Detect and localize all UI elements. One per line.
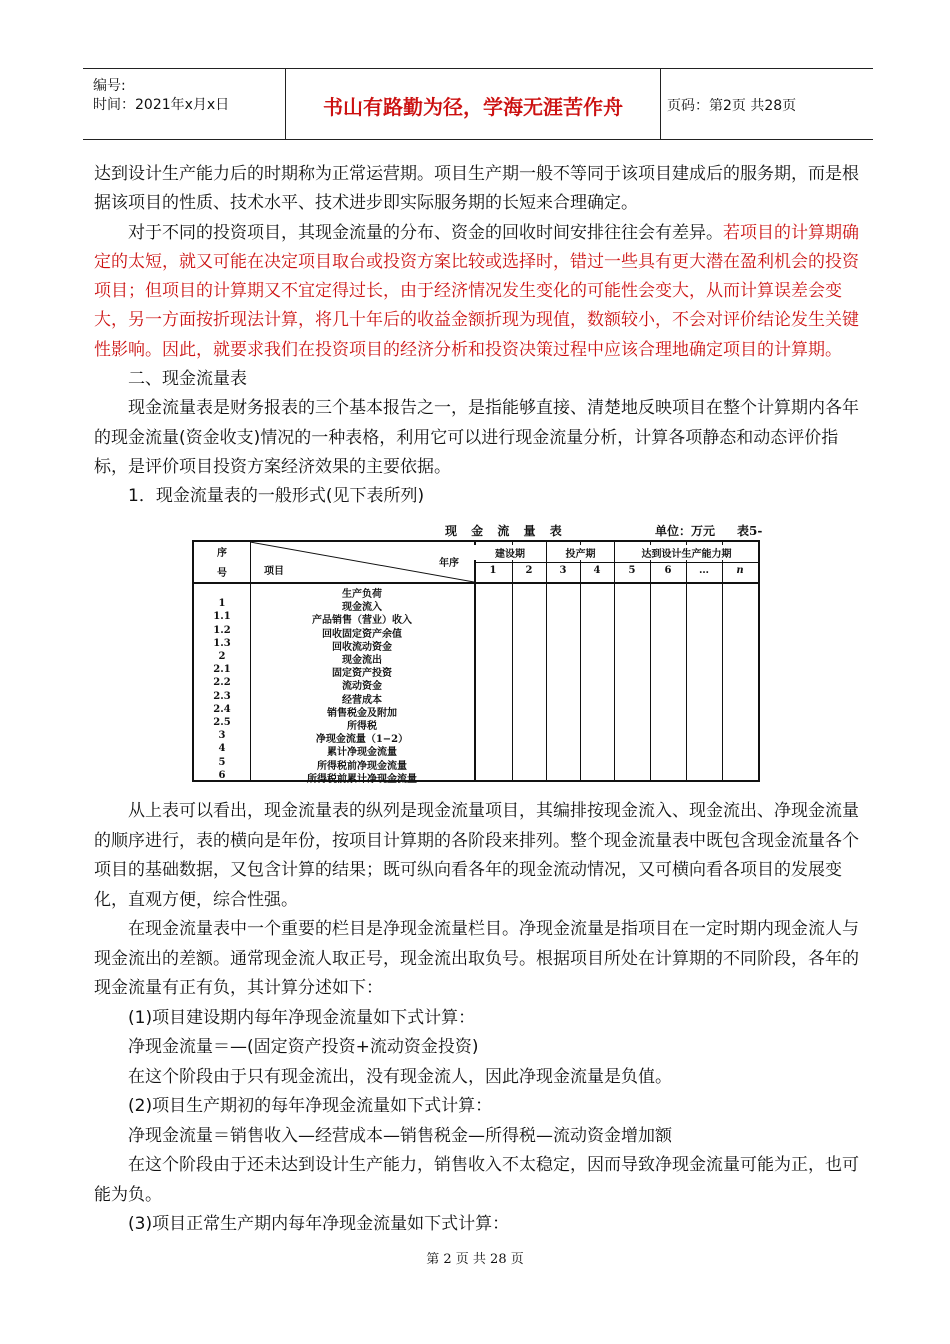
seq-header-bottom: 号 [217,568,227,579]
year-column-header: 1 [489,565,497,576]
table-row-item: 回收固定资产余值 [322,628,402,640]
cash-flow-table [192,540,760,785]
table-row-item: 现金流出 [342,655,382,666]
paragraph: 达到设计生产能力后的时期称为正常运营期。项目生产期一般不等同于该项目建成后的服务期，而是根据该项目的性质、技术水平、技术进步即实际服务期的长短来合理确定。 [94,164,859,214]
paragraph: 在这个阶段由于只有现金流出，没有现金流人，因此净现金流量是负值。 [128,1066,672,1087]
phase-construction: 建设期 [474,545,546,560]
table-row-number: 4 [218,743,226,755]
paragraph: 在现金流量表中一个重要的栏目是净现金流量栏目。净现金流量是指项目在一定时期内现金流人与现金流出的差额。通常现金流人取正号，现金流出取负号。根据项目所处在计算期的不同阶段，各年的现金流量有正有负，其计算分述如下： [94,919,859,998]
year-header: 年序 [439,558,459,569]
table-row-number: 2.5 [213,717,231,728]
header-motto-cell [286,69,661,139]
table-row-item: 销售税金及附加 [327,707,397,719]
table-unit: 单位：万元 [655,524,716,538]
page-header [83,68,873,140]
table-caption: 现 金 流 量 表 [445,524,567,538]
year-column-header: … [699,565,709,576]
table-row-number: 2 [218,651,226,662]
year-column-header: 5 [628,565,636,576]
highlighted-text: 若项目的计算期确定的太短，就又可能在决定项目取台或投资方案比较或选择时，错过一些具有更大潜在盈利机会的投资项目；但项目的计算期又不宜定得过长，由于经济情况发生变化的可能性会变大，从而计算误差会变大，另一方面按折现法计算，将几十年后的收益金额折现为现值，数额较小，不会对评价结论发生关键性影响。因此，就要求我们在投资项目的经济分析和投资决策过程中应该合理地确定项目的计算期。 [94,222,859,360]
section-heading: 二、现金流量表 [128,369,247,390]
table-row-number: 2.1 [213,664,231,676]
table-row-item: 现金流入 [342,602,382,614]
table-row-number: 1 [218,598,226,610]
table-number: 表5- [737,524,763,538]
phase-full-capacity: 达到设计生产能力期 [615,545,758,560]
year-column-header: 3 [559,565,567,576]
year-column-header: 4 [593,565,601,576]
table-row-item: 净现金流量（1−2） [315,734,409,746]
paragraph: 现金流量表是财务报表的三个基本报告之一，是指能够直接、清楚地反映项目在整个计算期内各年的现金流量(资金收支)情况的一种表格，利用它可以进行现金流量分析，计算各项静态和动态评价指标，是评价项目投资方案经济效果的主要依据。 [94,398,859,477]
table-row-item: 经营成本 [342,694,382,706]
year-column-header: n [736,565,744,576]
body-text-upper [94,160,872,512]
phase-production-start: 投产期 [547,545,614,560]
item-header: 项目 [264,566,284,577]
formula-heading: (1)项目建设期内每年净现金流量如下式计算： [128,1007,476,1028]
header-meta-cell [83,69,286,139]
table-row-number: 2.2 [213,677,231,689]
header-motto: 书山有路勤为径，学海无涯苦作舟 [323,95,623,119]
formula: 净现金流量＝销售收入—经营成本—销售税金—所得税—流动资金增加额 [128,1125,672,1146]
year-column-header: 2 [525,565,533,576]
table-row-item: 固定资产投资 [332,668,392,680]
table-row-number: 2.3 [213,690,231,702]
header-page-number: 页码：第2页 共28页 [667,98,797,114]
header-page-cell [661,69,873,139]
table-row-item: 回收流动资金 [332,641,392,653]
table-row-item: 流动资金 [342,681,382,693]
page-footer: 第 2 页 共 28 页 [426,1252,524,1267]
table-row-number: 1.2 [213,624,231,636]
table-row-item: 所得税前净现金流量 [317,760,407,772]
document-number-label: 编号: [93,78,126,94]
table-row-item: 所得税前累计净现金流量 [307,773,417,785]
year-column-header: 6 [664,565,672,576]
seq-header-top: 序 [217,548,227,559]
body-text-lower [94,797,872,1240]
paragraph-text: 对于不同的投资项目，其现金流量的分布、资金的回收时间安排往往会有差异。 [128,222,723,243]
table-row-number: 5 [218,756,226,768]
paragraph: 从上表可以看出，现金流量表的纵列是现金流量项目，其编排按现金流入、现金流出、净现金流量的顺序进行，表的横向是年份，按项目计算期的各阶段来排列。整个现金流量表中既包含现金流量各个项目的基础数据，又包含计算的结果；既可纵向看各年的现金流动情况，又可横向看各项目的发展变化，直观方便，综合性强。 [94,801,859,910]
table-row-item: 产品销售（营业）收入 [312,615,412,627]
document-time-label: 时间：2021年x月x日 [93,97,230,113]
table-row-number: 1.1 [213,611,231,623]
paragraph: 在这个阶段由于还未达到设计生产能力，销售收入不太稳定，因而导致净现金流量可能为正，也可能为负。 [94,1155,859,1205]
formula: 净现金流量＝—(固定资产投资+流动资金投资) [128,1037,479,1057]
table-row-number: 2.4 [213,703,231,715]
formula-heading: (3)项目正常生产期内每年净现金流量如下式计算： [128,1214,510,1234]
table-row-number: 6 [218,769,226,781]
formula-heading: (2)项目生产期初的每年净现金流量如下式计算： [128,1096,493,1116]
table-row-item: 生产负荷 [342,589,382,600]
list-item: 1．现金流量表的一般形式(见下表所列) [128,486,425,507]
table-row-number: 1.3 [213,637,231,649]
paragraph [94,219,872,365]
table-row-number: 3 [218,730,226,742]
table-row-item: 累计净现金流量 [327,747,397,759]
table-row-item: 所得税 [347,721,377,732]
